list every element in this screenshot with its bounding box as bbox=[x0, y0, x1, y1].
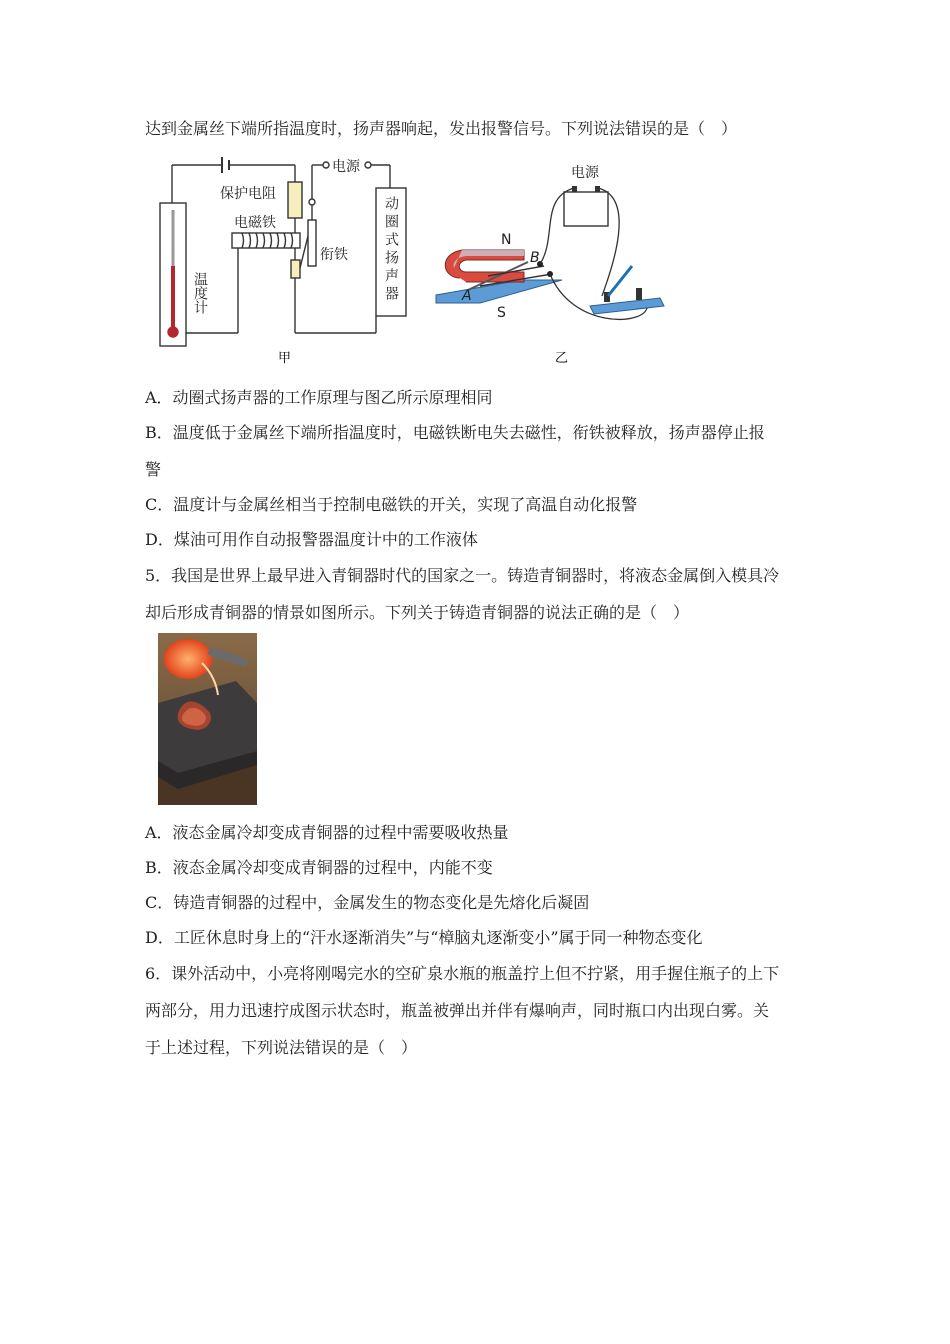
q5-option-d: D．工匠休息时身上的“汗水逐渐消失”与“樟脑丸逐渐变小”属于同一种物态变化 bbox=[145, 928, 703, 947]
q4-option-a: A．动圈式扬声器的工作原理与图乙所示原理相同 bbox=[145, 388, 493, 407]
power-label-jia: 电源 bbox=[332, 159, 360, 175]
q6-stem-line-3: 于上述过程，下列说法错误的是（ ） bbox=[145, 1038, 418, 1057]
protect-resistor-label: 保护电阻 bbox=[220, 186, 276, 202]
q6-stem-line-1: 6．课外活动中，小亮将刚喝完水的空矿泉水瓶的瓶盖拧上但不拧紧，用手握住瓶子的上下 bbox=[145, 964, 780, 983]
bronze-casting-photo bbox=[158, 633, 257, 805]
q4-option-c: C．温度计与金属丝相当于控制电磁铁的开关，实现了高温自动化报警 bbox=[145, 495, 638, 514]
figure-jia bbox=[150, 148, 420, 368]
q4-option-b-cont: 警 bbox=[145, 460, 162, 479]
q5-stem-line-2: 却后形成青铜器的情景如图所示。下列关于铸造青铜器的说法正确的是（ ） bbox=[145, 603, 690, 622]
q5-option-b: B．液态金属冷却变成青铜器的过程中，内能不变 bbox=[145, 858, 493, 877]
q4-stem-tail: 达到金属丝下端所指温度时，扬声器响起，发出报警信号。下列说法错误的是（ ） bbox=[145, 119, 738, 138]
q5-stem-line-1: 5．我国是世界上最早进入青铜器时代的国家之一。铸造青铜器时，将液态金属倒入模具冷 bbox=[145, 566, 780, 585]
caption-jia: 甲 bbox=[278, 351, 292, 366]
q5-option-c: C．铸造青铜器的过程中，金属发生的物态变化是先熔化后凝固 bbox=[145, 893, 590, 912]
figure-yi bbox=[432, 158, 667, 368]
s-pole-label: S bbox=[497, 305, 506, 321]
electromagnet-label: 电磁铁 bbox=[234, 215, 276, 231]
n-pole-label: N bbox=[501, 232, 512, 248]
q5-option-a: A．液态金属冷却变成青铜器的过程中需要吸收热量 bbox=[145, 823, 509, 842]
point-b-label: B bbox=[530, 250, 540, 266]
speaker-label: 动圈式扬声器 bbox=[383, 196, 399, 304]
armature-label: 衔铁 bbox=[320, 247, 348, 263]
q4-option-d: D．煤油可用作自动报警器温度计中的工作液体 bbox=[145, 530, 478, 549]
power-label-yi: 电源 bbox=[571, 165, 599, 181]
thermometer-label: 温度计 bbox=[192, 272, 208, 314]
point-a-label: A bbox=[462, 288, 472, 304]
q6-stem-line-2: 两部分，用力迅速拧成图示状态时，瓶盖被弹出并伴有爆响声，同时瓶口内出现白雾。关 bbox=[145, 1001, 770, 1020]
q4-option-b: B．温度低于金属丝下端所指温度时，电磁铁断电失去磁性，衔铁被释放，扬声器停止报 bbox=[145, 423, 765, 442]
caption-yi: 乙 bbox=[555, 351, 569, 366]
